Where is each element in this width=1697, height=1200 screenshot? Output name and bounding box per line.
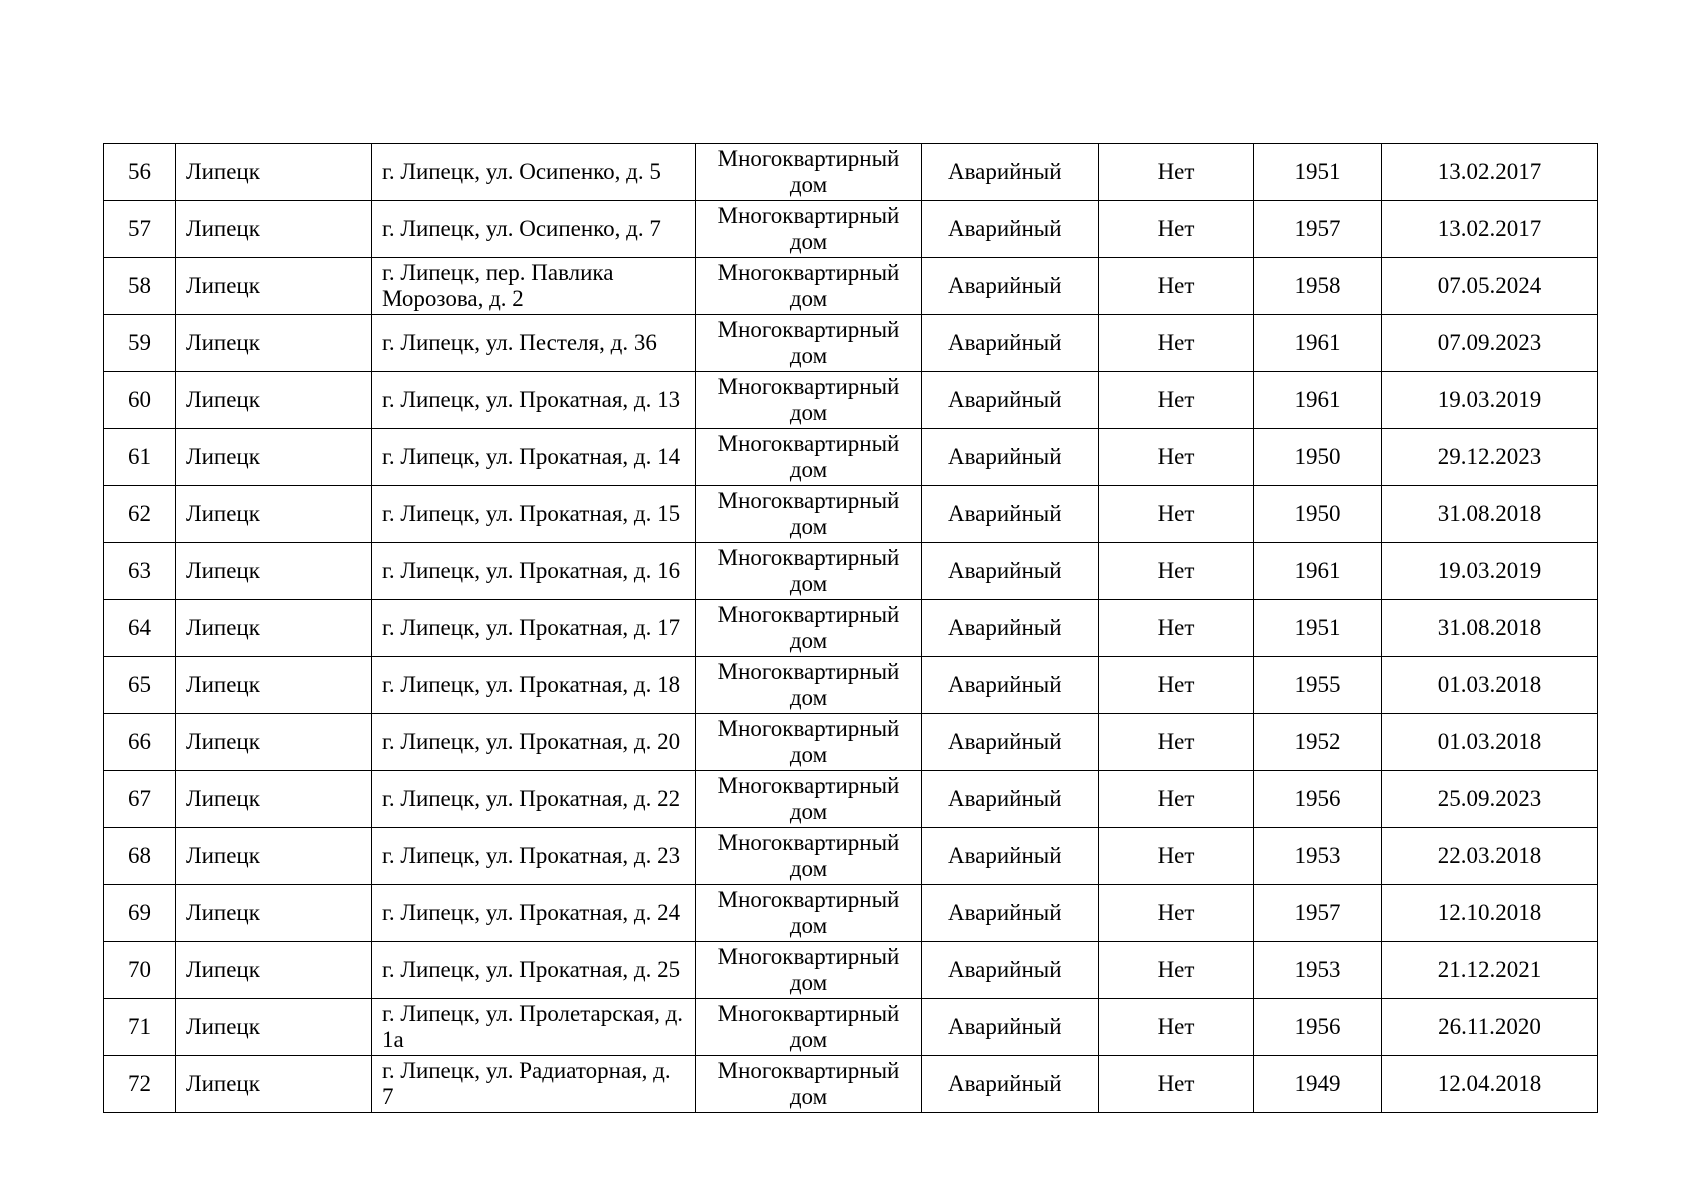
address-cell: г. Липецк, ул. Пестеля, д. 36 [372,315,696,372]
city-cell: Липецк [176,258,372,315]
table-body [104,144,1598,1113]
flag-cell: Нет [1099,600,1254,657]
row-number: 60 [104,372,176,429]
date-cell: 19.03.2019 [1382,543,1598,600]
table-row [104,828,1598,885]
condition-cell: Аварийный [922,657,1099,714]
city-cell: Липецк [176,486,372,543]
year-built-cell: 1955 [1254,657,1382,714]
city-cell: Липецк [176,372,372,429]
flag-cell: Нет [1099,1056,1254,1113]
building-type-cell: Многоквартирный дом [696,486,922,543]
row-number: 72 [104,1056,176,1113]
row-number: 63 [104,543,176,600]
row-number: 65 [104,657,176,714]
row-number: 56 [104,144,176,201]
row-number: 68 [104,828,176,885]
city-cell: Липецк [176,201,372,258]
date-cell: 12.04.2018 [1382,1056,1598,1113]
year-built-cell: 1949 [1254,1056,1382,1113]
condition-cell: Аварийный [922,1056,1099,1113]
city-cell: Липецк [176,771,372,828]
table-row [104,999,1598,1056]
date-cell: 07.09.2023 [1382,315,1598,372]
flag-cell: Нет [1099,201,1254,258]
building-type-cell: Многоквартирный дом [696,657,922,714]
date-cell: 29.12.2023 [1382,429,1598,486]
address-cell: г. Липецк, ул. Прокатная, д. 23 [372,828,696,885]
condition-cell: Аварийный [922,372,1099,429]
year-built-cell: 1961 [1254,315,1382,372]
year-built-cell: 1961 [1254,372,1382,429]
building-type-cell: Многоквартирный дом [696,942,922,999]
table-row [104,942,1598,999]
date-cell: 21.12.2021 [1382,942,1598,999]
building-type-cell: Многоквартирный дом [696,999,922,1056]
condition-cell: Аварийный [922,486,1099,543]
building-type-cell: Многоквартирный дом [696,771,922,828]
city-cell: Липецк [176,885,372,942]
address-cell: г. Липецк, ул. Прокатная, д. 13 [372,372,696,429]
year-built-cell: 1961 [1254,543,1382,600]
table-row [104,315,1598,372]
address-cell: г. Липецк, пер. Павлика Морозова, д. 2 [372,258,696,315]
building-type-cell: Многоквартирный дом [696,429,922,486]
table-row [104,258,1598,315]
date-cell: 13.02.2017 [1382,201,1598,258]
flag-cell: Нет [1099,372,1254,429]
row-number: 71 [104,999,176,1056]
year-built-cell: 1958 [1254,258,1382,315]
address-cell: г. Липецк, ул. Прокатная, д. 16 [372,543,696,600]
city-cell: Липецк [176,600,372,657]
table-row [104,429,1598,486]
building-type-cell: Многоквартирный дом [696,885,922,942]
table-row [104,657,1598,714]
condition-cell: Аварийный [922,201,1099,258]
flag-cell: Нет [1099,828,1254,885]
building-type-cell: Многоквартирный дом [696,828,922,885]
flag-cell: Нет [1099,258,1254,315]
row-number: 64 [104,600,176,657]
table-row [104,486,1598,543]
city-cell: Липецк [176,714,372,771]
year-built-cell: 1956 [1254,771,1382,828]
address-cell: г. Липецк, ул. Прокатная, д. 17 [372,600,696,657]
condition-cell: Аварийный [922,315,1099,372]
building-type-cell: Многоквартирный дом [696,543,922,600]
city-cell: Липецк [176,543,372,600]
building-type-cell: Многоквартирный дом [696,201,922,258]
year-built-cell: 1951 [1254,144,1382,201]
table-row [104,885,1598,942]
year-built-cell: 1956 [1254,999,1382,1056]
flag-cell: Нет [1099,315,1254,372]
address-cell: г. Липецк, ул. Прокатная, д. 14 [372,429,696,486]
row-number: 69 [104,885,176,942]
table-row [104,771,1598,828]
year-built-cell: 1950 [1254,429,1382,486]
date-cell: 26.11.2020 [1382,999,1598,1056]
building-type-cell: Многоквартирный дом [696,144,922,201]
table-row [104,144,1598,201]
flag-cell: Нет [1099,429,1254,486]
date-cell: 31.08.2018 [1382,486,1598,543]
address-cell: г. Липецк, ул. Прокатная, д. 20 [372,714,696,771]
city-cell: Липецк [176,828,372,885]
condition-cell: Аварийный [922,714,1099,771]
condition-cell: Аварийный [922,600,1099,657]
address-cell: г. Липецк, ул. Осипенко, д. 5 [372,144,696,201]
date-cell: 07.05.2024 [1382,258,1598,315]
city-cell: Липецк [176,144,372,201]
housing-registry-table [103,143,1598,1113]
address-cell: г. Липецк, ул. Прокатная, д. 25 [372,942,696,999]
row-number: 59 [104,315,176,372]
table-row [104,372,1598,429]
flag-cell: Нет [1099,885,1254,942]
date-cell: 01.03.2018 [1382,657,1598,714]
condition-cell: Аварийный [922,258,1099,315]
condition-cell: Аварийный [922,543,1099,600]
row-number: 58 [104,258,176,315]
year-built-cell: 1953 [1254,942,1382,999]
flag-cell: Нет [1099,942,1254,999]
date-cell: 19.03.2019 [1382,372,1598,429]
date-cell: 22.03.2018 [1382,828,1598,885]
date-cell: 31.08.2018 [1382,600,1598,657]
table-row [104,543,1598,600]
row-number: 61 [104,429,176,486]
table-row [104,600,1598,657]
flag-cell: Нет [1099,543,1254,600]
address-cell: г. Липецк, ул. Прокатная, д. 24 [372,885,696,942]
flag-cell: Нет [1099,657,1254,714]
flag-cell: Нет [1099,999,1254,1056]
date-cell: 13.02.2017 [1382,144,1598,201]
city-cell: Липецк [176,942,372,999]
condition-cell: Аварийный [922,144,1099,201]
table-row [104,1056,1598,1113]
condition-cell: Аварийный [922,885,1099,942]
address-cell: г. Липецк, ул. Радиаторная, д. 7 [372,1056,696,1113]
row-number: 70 [104,942,176,999]
year-built-cell: 1951 [1254,600,1382,657]
city-cell: Липецк [176,429,372,486]
address-cell: г. Липецк, ул. Прокатная, д. 18 [372,657,696,714]
year-built-cell: 1957 [1254,201,1382,258]
flag-cell: Нет [1099,486,1254,543]
address-cell: г. Липецк, ул. Прокатная, д. 22 [372,771,696,828]
row-number: 62 [104,486,176,543]
year-built-cell: 1953 [1254,828,1382,885]
year-built-cell: 1952 [1254,714,1382,771]
building-type-cell: Многоквартирный дом [696,372,922,429]
table-row [104,201,1598,258]
address-cell: г. Липецк, ул. Осипенко, д. 7 [372,201,696,258]
condition-cell: Аварийный [922,942,1099,999]
city-cell: Липецк [176,315,372,372]
year-built-cell: 1950 [1254,486,1382,543]
flag-cell: Нет [1099,771,1254,828]
city-cell: Липецк [176,657,372,714]
flag-cell: Нет [1099,144,1254,201]
building-type-cell: Многоквартирный дом [696,258,922,315]
condition-cell: Аварийный [922,828,1099,885]
condition-cell: Аварийный [922,771,1099,828]
condition-cell: Аварийный [922,999,1099,1056]
table-row [104,714,1598,771]
date-cell: 01.03.2018 [1382,714,1598,771]
row-number: 57 [104,201,176,258]
city-cell: Липецк [176,999,372,1056]
address-cell: г. Липецк, ул. Пролетарская, д. 1а [372,999,696,1056]
row-number: 67 [104,771,176,828]
building-type-cell: Многоквартирный дом [696,600,922,657]
date-cell: 25.09.2023 [1382,771,1598,828]
building-type-cell: Многоквартирный дом [696,315,922,372]
building-type-cell: Многоквартирный дом [696,1056,922,1113]
date-cell: 12.10.2018 [1382,885,1598,942]
city-cell: Липецк [176,1056,372,1113]
address-cell: г. Липецк, ул. Прокатная, д. 15 [372,486,696,543]
condition-cell: Аварийный [922,429,1099,486]
building-type-cell: Многоквартирный дом [696,714,922,771]
row-number: 66 [104,714,176,771]
year-built-cell: 1957 [1254,885,1382,942]
flag-cell: Нет [1099,714,1254,771]
